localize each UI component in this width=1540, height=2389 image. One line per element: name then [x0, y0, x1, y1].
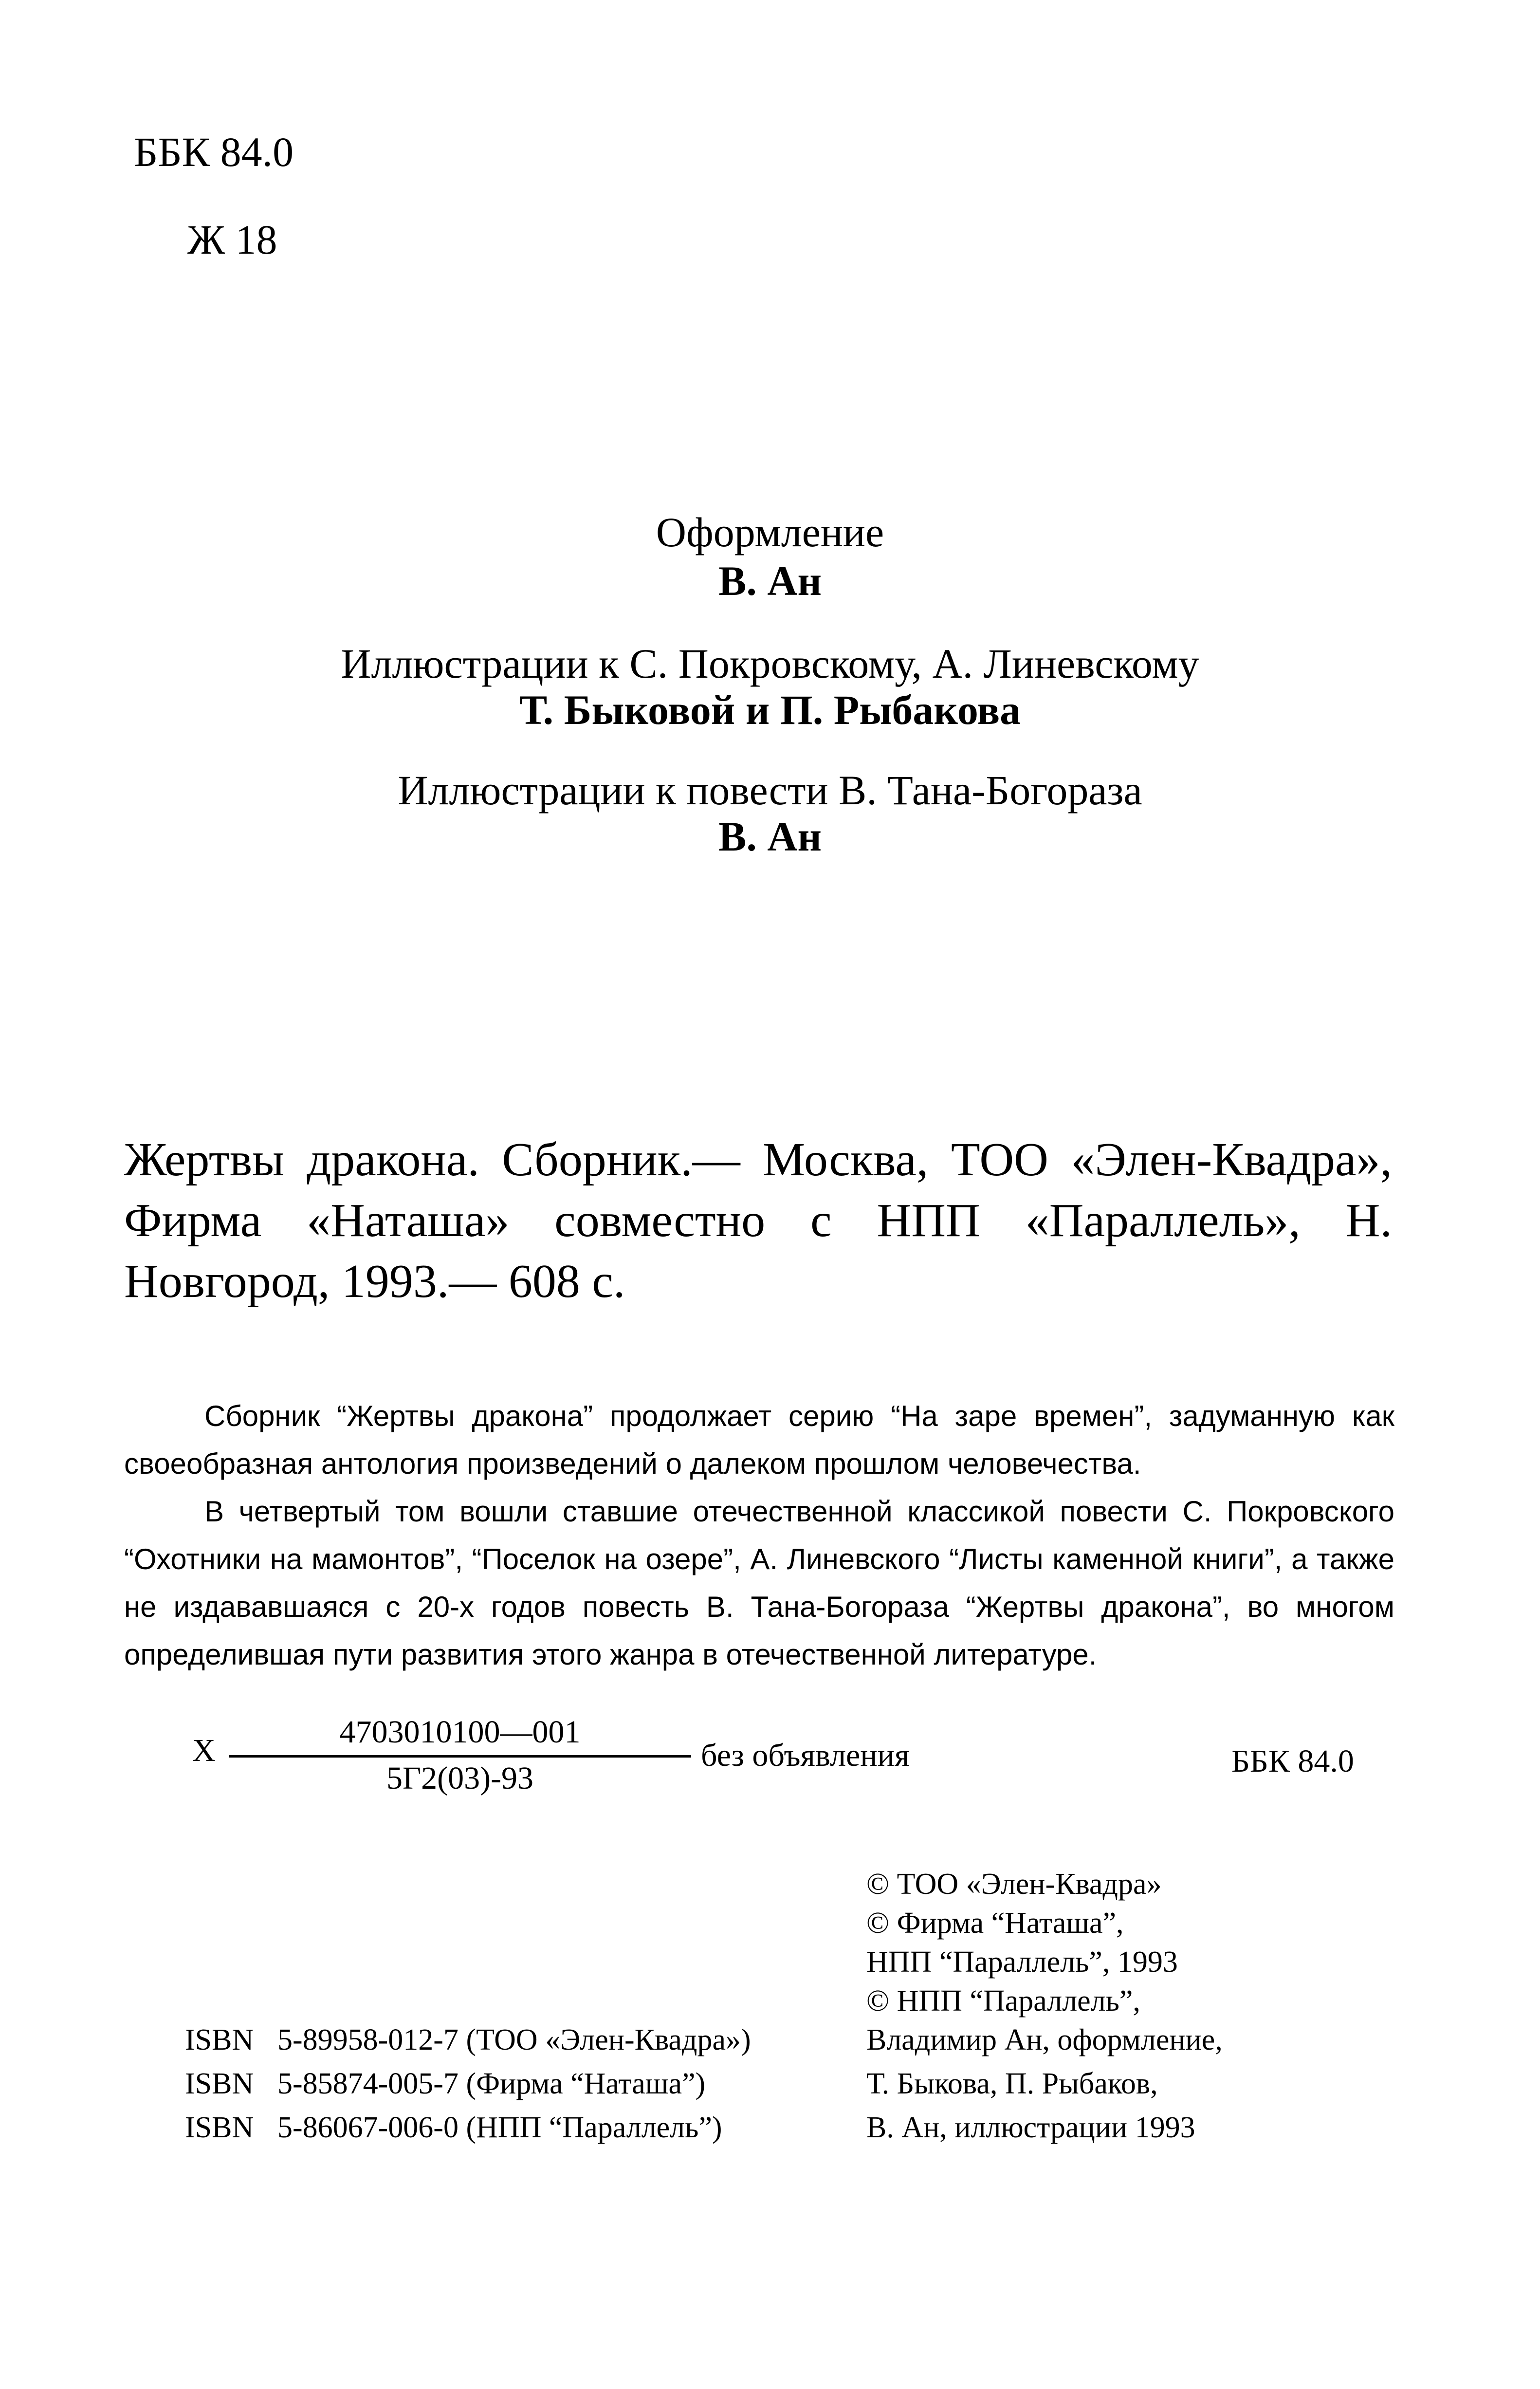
isbn-label: ISBN — [185, 2111, 254, 2144]
code-prefix: Х — [192, 1733, 216, 1768]
annotation-paragraph: Сборник “Жертвы дракона” продолжает серию “На заре времен”, задуманную как своеобразная антология произведений о далеком прошлом человечества. — [124, 1400, 1394, 1480]
annotation-paragraph: В четвертый том вошли ставшие отечественной классикой повести С. Покровского “Охотники на мамонтов”, “Поселок на озере”, А. Линевского “Листы каменной книги”, а также не издававшаяся с 20-х годов повесть В. Тана-Богораза “Жертвы дракона”, во многом определившая пути развития этого жанра в отечественной литературе. — [124, 1495, 1394, 1671]
isbn-label: ISBN — [185, 2067, 254, 2100]
illustrations-credit-1: Иллюстрации к С. Покровскому, А. Линевскому — [341, 640, 1199, 687]
annotation — [124, 1392, 1394, 1679]
code-denominator: 5Г2(03)-93 — [386, 1760, 534, 1796]
bbk-code-bottom: ББК 84.0 — [1231, 1743, 1354, 1779]
copyright-line: Т. Быкова, П. Рыбаков, — [866, 2067, 1158, 2100]
isbn-label: ISBN — [185, 2023, 254, 2056]
design-name: В. Ан — [718, 557, 822, 604]
illustrations-credit-2: Иллюстрации к повести В. Тана-Богораза — [398, 767, 1142, 814]
design-label: Оформление — [656, 509, 884, 556]
copyright-line: © НПП “Параллель”, — [866, 1984, 1140, 2018]
copyright-line: © ТОО «Элен-Квадра» — [866, 1868, 1162, 1901]
copyright-line: Владимир Ан, оформление, — [866, 2023, 1223, 2056]
bibliographic-imprint: Жертвы дракона. Сборник.— Москва, ТОО «Элен-Квадра», Фирма «Наташа» совместно с НПП «Параллель», Н. Новгород, 1993.— 608 с. — [124, 1133, 1392, 1308]
copyright-line: В. Ан, иллюстрации 1993 — [866, 2111, 1195, 2144]
isbn-number: 5-86067-006-0 (НПП “Параллель”) — [277, 2111, 722, 2144]
illustrations-credit-2-name: В. Ан — [718, 813, 822, 860]
illustrations-credit-1-names: Т. Быковой и П. Рыбакова — [519, 686, 1021, 733]
fraction-line — [229, 1755, 691, 1758]
code-note: без объявления — [701, 1738, 910, 1773]
copyright-line: НПП “Параллель”, 1993 — [866, 1945, 1178, 1979]
isbn-number: 5-85874-005-7 (Фирма “Наташа”) — [277, 2067, 706, 2100]
code-numerator: 4703010100—001 — [339, 1714, 581, 1750]
author-index: Ж 18 — [187, 216, 277, 263]
isbn-number: 5-89958-012-7 (ТОО «Элен-Квадра») — [277, 2023, 751, 2056]
copyright-line: © Фирма “Наташа”, — [866, 1907, 1124, 1940]
bbk-code-top: ББК 84.0 — [134, 129, 294, 175]
